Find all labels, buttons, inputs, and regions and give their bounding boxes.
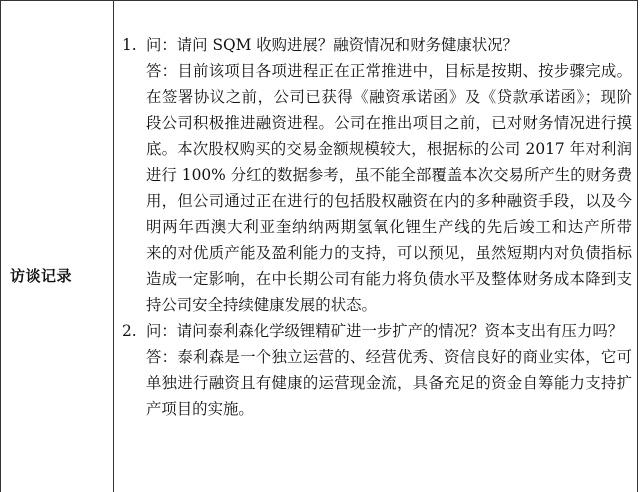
answer-line: 持公司安全持续健康发展的状态。 [146, 296, 377, 314]
answer-line: 答：目前该项目各项进程正在正常推进中，目标是按期、按步骤完成。 [146, 62, 632, 80]
interview-content [118, 32, 632, 422]
column-divider [113, 0, 114, 492]
answer-line: 在签署协议之前，公司已获得《融资承诺函》及《贷款承诺函》；现阶 [146, 88, 632, 106]
question-text: 问：请问 SQM 收购进展？融资情况和财务健康状况？ [146, 36, 518, 54]
answer-line: 产项目的实施。 [146, 400, 254, 418]
answer-text [118, 58, 632, 318]
answer-line: 明两年西澳大利亚奎纳纳两期氢氧化锂生产线的先后竣工和达产所带 [146, 218, 632, 236]
answer-line: 来的对优质产能及盈利能力的支持，可以预见，虽然短期内对负债指标 [146, 244, 632, 262]
answer-line: 单独进行融资且有健康的运营现金流，具备充足的资金自筹能力支持扩 [146, 374, 632, 392]
qa-item-1 [118, 32, 632, 318]
answer-line: 造成一定影响，在中长期公司有能力将负债水平及整体财务成本降到支 [146, 270, 632, 288]
item-number: 2. [122, 322, 137, 340]
qa-item-2 [118, 318, 632, 422]
answer-line: 底。本次股权购买的交易金额规模较大，根据标的公司 2017 年对利润 [146, 140, 632, 158]
answer-line: 段公司积极推进融资进程。公司在推出项目之前，已对财务情况进行摸 [146, 114, 632, 132]
answer-line: 答：泰利森是一个独立运营的、经营优秀、资信良好的商业实体，它可 [146, 348, 632, 366]
row-label: 访谈记录 [10, 267, 73, 285]
item-number: 1. [122, 36, 137, 54]
question-text: 问：请问泰利森化学级锂精矿进一步扩产的情况？资本支出有压力吗？ [146, 322, 624, 340]
answer-line: 进行 100% 分红的数据参考，虽不能全部覆盖本次交易所产生的财务费 [146, 166, 632, 184]
answer-line: 用，但公司通过正在进行的包括股权融资在内的多种融资手段，以及今 [146, 192, 632, 210]
answer-text [118, 344, 632, 422]
